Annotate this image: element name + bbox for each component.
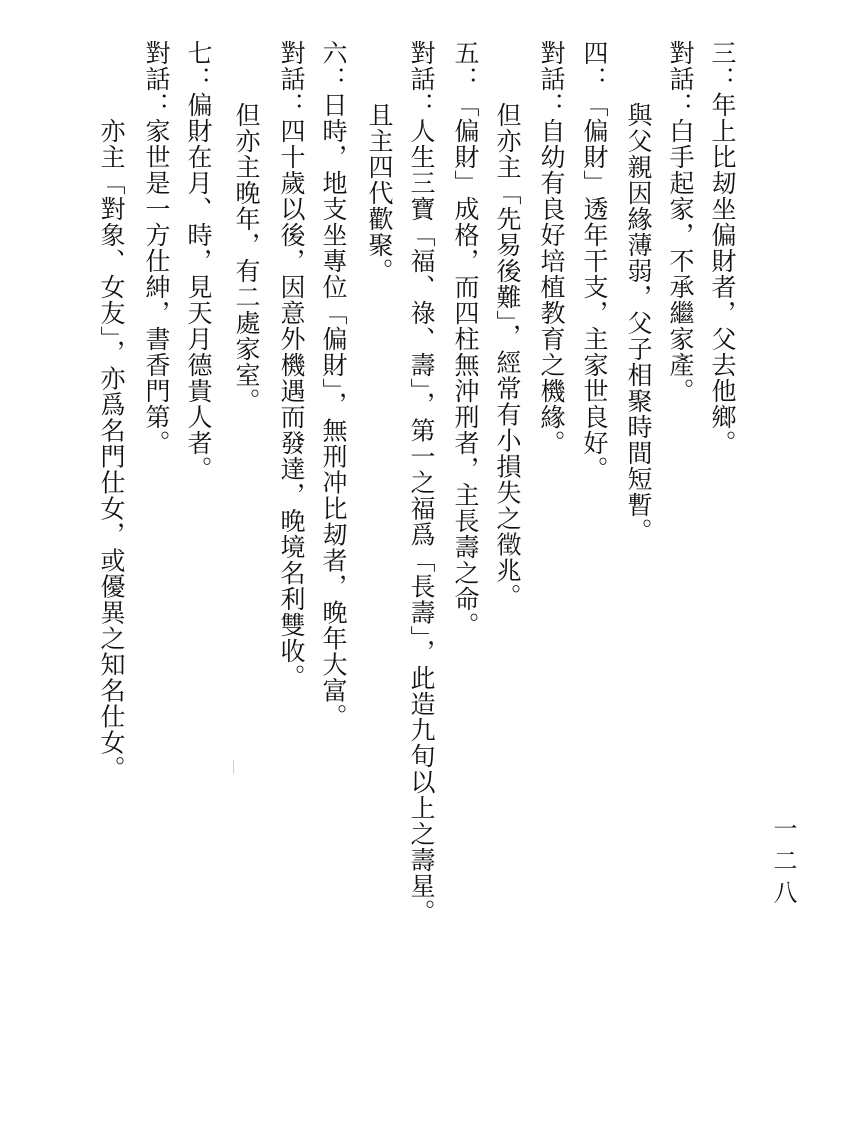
text-line-12: 但亦主晚年，有二處家室。	[232, 102, 261, 414]
text-line-1: 三：年上比刼坐偏財者，父去他鄉。	[708, 40, 737, 456]
text-line-11: 對話：四十歲以後，因意外機遇而發達，晚境名利雙收。	[277, 40, 306, 690]
text-line-6: 但亦主「先易後難」，經常有小損失之徵兆。	[493, 102, 522, 610]
text-line-2: 對話：白手起家，不承繼家產。	[666, 40, 695, 404]
text-line-3: 與父親因緣薄弱，父子相聚時間短暫。	[624, 102, 653, 544]
text-line-13: 七：偏財在月、時，見天月德貴人者。	[184, 40, 213, 482]
text-line-10: 六：日時，地支坐專位「偏財」，無刑冲比刼者，晚年大富。	[319, 40, 348, 730]
text-line-14: 對話：家世是一方仕紳，書香門第。	[142, 40, 171, 456]
text-line-5: 對話：自幼有良好培植教育之機緣。	[537, 40, 566, 456]
scan-mark	[233, 760, 234, 774]
page-number: 一二八	[769, 816, 797, 912]
text-line-4: 四：「偏財」透年干支，主家世良好。	[580, 40, 609, 482]
text-line-9: 且主四代歡聚。	[365, 102, 394, 284]
text-line-7: 五：「偏財」成格，而四柱無沖刑者，主長壽之命。	[451, 40, 480, 638]
text-line-8: 對話：人生三寶「福、祿、壽」，第一之福爲「長壽」，此造九旬以上之壽星。	[407, 40, 436, 925]
text-line-15: 亦主「對象、女友」，亦爲名門仕女，或優異之知名仕女。	[97, 118, 126, 782]
